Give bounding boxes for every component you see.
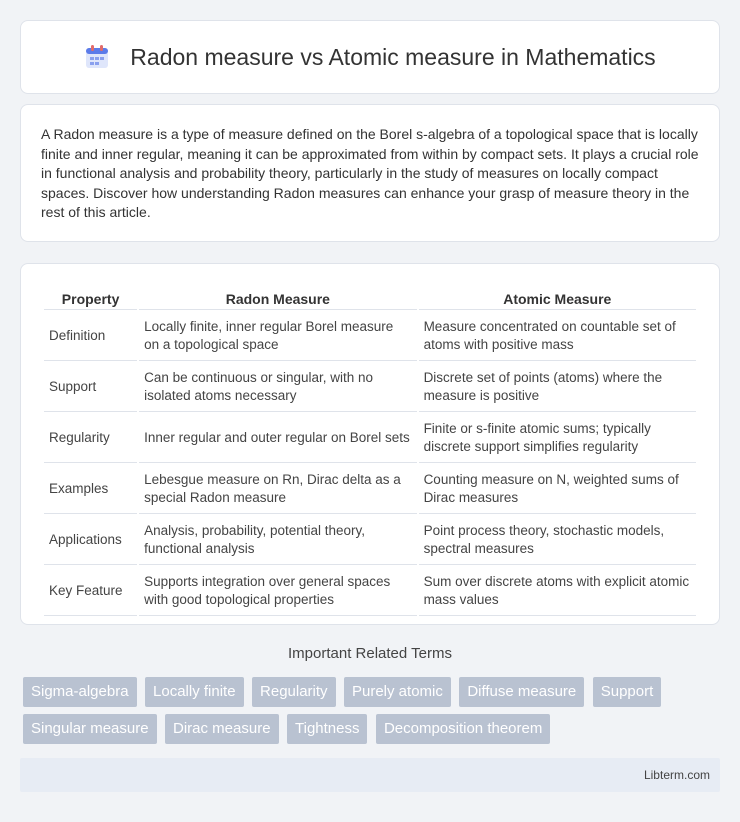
row-property: Examples (44, 465, 137, 514)
comparison-table (42, 284, 698, 618)
row-property: Applications (44, 516, 137, 565)
table-row (44, 567, 696, 616)
row-property: Key Feature (44, 567, 137, 616)
table-row (44, 465, 696, 514)
header-atomic: Atomic Measure (419, 286, 696, 310)
tag-diffuse-measure[interactable]: Diffuse measure (459, 677, 584, 707)
related-terms-tags (23, 677, 723, 751)
header-card (20, 20, 720, 94)
row-property: Support (44, 363, 137, 412)
row-radon: Lebesgue measure on Rn, Dirac delta as a special Radon measure (139, 465, 416, 514)
footer (20, 758, 720, 792)
row-atomic: Finite or s-finite atomic sums; typically discrete support simplifies regularity (419, 414, 696, 463)
row-radon: Supports integration over general spaces with good topological properties (139, 567, 416, 616)
comparison-card (20, 263, 720, 625)
table-row (44, 312, 696, 361)
tag-dirac-measure[interactable]: Dirac measure (165, 714, 279, 744)
row-atomic: Counting measure on N, weighted sums of Dirac measures (419, 465, 696, 514)
tag-locally-finite[interactable]: Locally finite (145, 677, 244, 707)
tag-purely-atomic[interactable]: Purely atomic (344, 677, 451, 707)
page-title: Radon measure vs Atomic measure in Mathematics (130, 43, 656, 70)
footer-brand-link[interactable]: Libterm.com (643, 768, 710, 782)
calendar-icon (84, 44, 110, 70)
tag-decomposition-theorem[interactable]: Decomposition theorem (376, 714, 550, 744)
row-atomic: Sum over discrete atoms with explicit atomic mass values (419, 567, 696, 616)
row-radon: Locally finite, inner regular Borel measure on a topological space (139, 312, 416, 361)
tag-support[interactable]: Support (593, 677, 662, 707)
intro-card (20, 104, 720, 242)
intro-text: A Radon measure is a type of measure defined on the Borel s-algebra of a topological space that is locally finite and inner regular, meaning it can be approximated from within by compact sets. It plays a crucial role in functional analysis and probability theory, particularly in the study of measures on locally compact spaces. Discover how understanding Radon measures can enhance your grasp of measure theory in the rest of this article. (41, 126, 699, 220)
tag-sigma-algebra[interactable]: Sigma-algebra (23, 677, 137, 707)
row-property: Definition (44, 312, 137, 361)
table-row (44, 414, 696, 463)
row-atomic: Point process theory, stochastic models, spectral measures (419, 516, 696, 565)
row-radon: Inner regular and outer regular on Borel sets (139, 414, 416, 463)
header-property: Property (44, 286, 137, 310)
tag-singular-measure[interactable]: Singular measure (23, 714, 157, 744)
table-row (44, 516, 696, 565)
row-radon: Can be continuous or singular, with no isolated atoms necessary (139, 363, 416, 412)
row-atomic: Measure concentrated on countable set of atoms with positive mass (419, 312, 696, 361)
row-property: Regularity (44, 414, 137, 463)
row-radon: Analysis, probability, potential theory, functional analysis (139, 516, 416, 565)
tag-regularity[interactable]: Regularity (252, 677, 336, 707)
table-row (44, 363, 696, 412)
table-header-row (44, 286, 696, 310)
header-radon: Radon Measure (139, 286, 416, 310)
related-terms-title: Important Related Terms (288, 645, 452, 662)
row-atomic: Discrete set of points (atoms) where the measure is positive (419, 363, 696, 412)
tag-tightness[interactable]: Tightness (287, 714, 367, 744)
